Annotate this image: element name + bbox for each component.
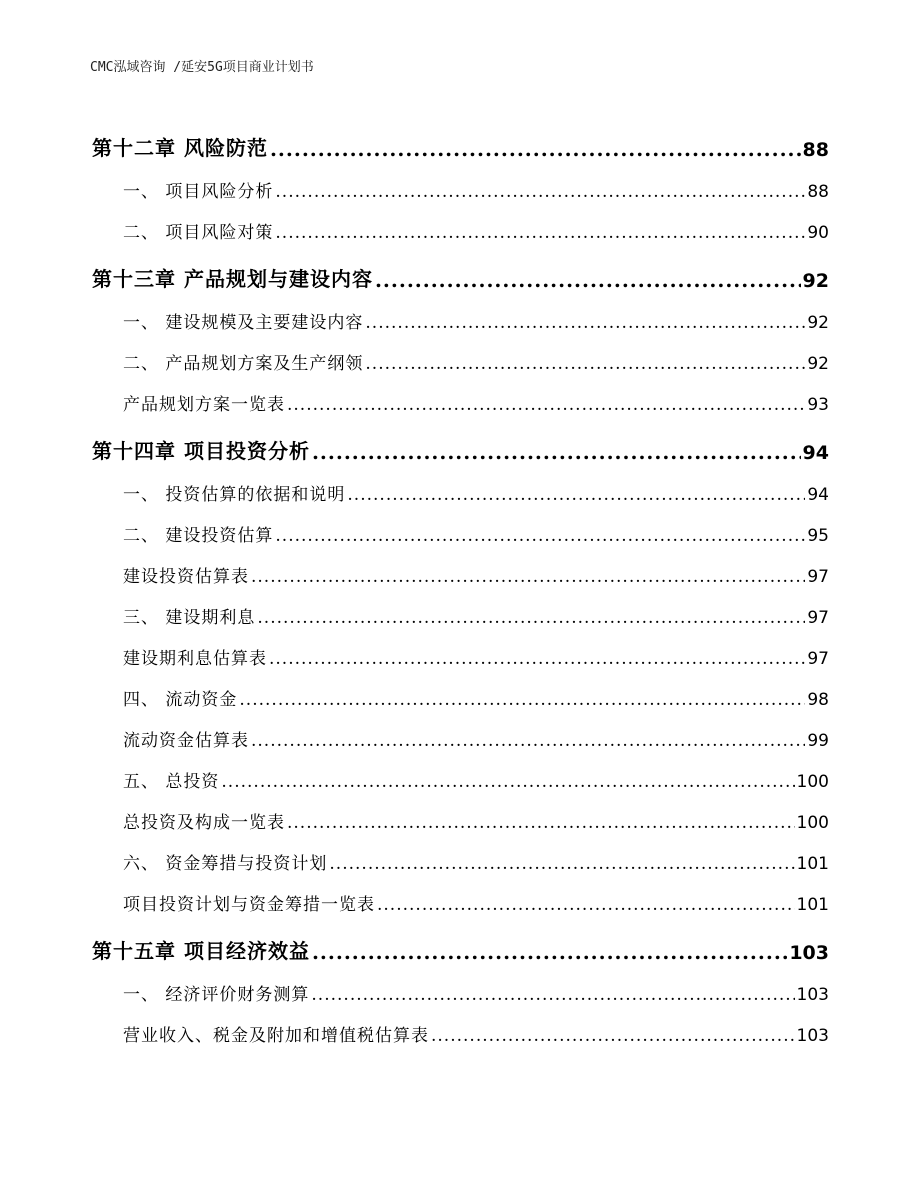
toc-entry-title: 二、 项目风险对策 <box>123 223 274 243</box>
toc-dot-leader <box>377 895 795 915</box>
toc-page-number: 88 <box>802 139 829 161</box>
toc-dot-leader <box>329 854 794 874</box>
toc-entry-title: 五、 总投资 <box>123 772 220 792</box>
toc-section-entry[interactable] <box>92 593 829 634</box>
toc-page-number: 103 <box>789 942 829 964</box>
toc-section-entry[interactable] <box>92 339 829 380</box>
toc-section-entry[interactable] <box>92 470 829 511</box>
toc-dot-leader <box>311 985 794 1005</box>
toc-page-number: 90 <box>807 223 829 243</box>
toc-dot-leader <box>375 268 801 292</box>
toc-dot-leader <box>312 940 787 964</box>
toc-entry-title: 一、 建设规模及主要建设内容 <box>123 313 364 333</box>
toc-entry-title: 建设期利息估算表 <box>123 649 267 669</box>
toc-dot-leader <box>269 649 805 669</box>
toc-dot-leader <box>287 395 805 415</box>
toc-section-entry[interactable] <box>92 511 829 552</box>
toc-entry-title: 总投资及构成一览表 <box>123 813 285 833</box>
toc-page-number: 100 <box>796 772 829 792</box>
page-header: CMC泓域咨询 /延安5G项目商业计划书 <box>90 60 314 75</box>
toc-dot-leader <box>239 690 805 710</box>
toc-dot-leader <box>257 608 805 628</box>
toc-dot-leader <box>287 813 795 833</box>
toc-entry-title: 第十五章 项目经济效益 <box>92 939 310 963</box>
toc-dot-leader <box>251 731 805 751</box>
toc-entry-title: 第十三章 产品规划与建设内容 <box>92 267 373 291</box>
toc-chapter-entry[interactable] <box>92 421 829 470</box>
toc-section-entry[interactable] <box>92 675 829 716</box>
toc-page-number: 92 <box>802 270 829 292</box>
toc-section-entry[interactable] <box>92 208 829 249</box>
toc-dot-leader <box>270 137 801 161</box>
toc-entry-title: 二、 建设投资估算 <box>123 526 274 546</box>
toc-entry-title: 流动资金估算表 <box>123 731 249 751</box>
toc-page-number: 103 <box>796 1026 829 1046</box>
toc-chapter-entry[interactable] <box>92 921 829 970</box>
toc-entry-title: 二、 产品规划方案及生产纲领 <box>123 354 364 374</box>
toc-page-number: 92 <box>807 313 829 333</box>
toc-section-entry[interactable] <box>92 880 829 921</box>
toc-page-number: 98 <box>807 690 829 710</box>
toc-dot-leader <box>365 354 805 374</box>
toc-section-entry[interactable] <box>92 757 829 798</box>
toc-page-number: 94 <box>802 442 829 464</box>
toc-entry-title: 三、 建设期利息 <box>123 608 256 628</box>
toc-page-number: 95 <box>807 526 829 546</box>
toc-page-number: 97 <box>807 649 829 669</box>
toc-dot-leader <box>365 313 805 333</box>
toc-entry-title: 一、 经济评价财务测算 <box>123 985 310 1005</box>
toc-dot-leader <box>275 223 805 243</box>
toc-page-number: 88 <box>807 182 829 202</box>
toc-page-number: 101 <box>796 854 829 874</box>
toc-dot-leader <box>251 567 805 587</box>
toc-dot-leader <box>275 526 805 546</box>
toc-entry-title: 项目投资计划与资金筹措一览表 <box>123 895 375 915</box>
toc-page-number: 92 <box>807 354 829 374</box>
toc-dot-leader <box>312 440 801 464</box>
toc-section-entry[interactable] <box>92 298 829 339</box>
toc-entry-title: 六、 资金筹措与投资计划 <box>123 854 328 874</box>
toc-section-entry[interactable] <box>92 716 829 757</box>
toc-entry-title: 一、 项目风险分析 <box>123 182 274 202</box>
toc-section-entry[interactable] <box>92 970 829 1011</box>
toc-section-entry[interactable] <box>92 167 829 208</box>
toc-section-entry[interactable] <box>92 634 829 675</box>
toc-dot-leader <box>275 182 805 202</box>
toc-page-number: 97 <box>807 608 829 628</box>
toc-page-number: 99 <box>807 731 829 751</box>
toc-entry-title: 营业收入、税金及附加和增值税估算表 <box>123 1026 429 1046</box>
toc-chapter-entry[interactable] <box>92 249 829 298</box>
toc-section-entry[interactable] <box>92 1011 829 1052</box>
toc-section-entry[interactable] <box>92 552 829 593</box>
toc-page-number: 103 <box>796 985 829 1005</box>
toc-page-number: 93 <box>807 395 829 415</box>
toc-entry-title: 四、 流动资金 <box>123 690 238 710</box>
toc-entry-title: 建设投资估算表 <box>123 567 249 587</box>
toc-section-entry[interactable] <box>92 798 829 839</box>
table-of-contents <box>92 118 829 1052</box>
toc-section-entry[interactable] <box>92 839 829 880</box>
toc-page-number: 97 <box>807 567 829 587</box>
toc-entry-title: 一、 投资估算的依据和说明 <box>123 485 346 505</box>
toc-section-entry[interactable] <box>92 380 829 421</box>
toc-entry-title: 产品规划方案一览表 <box>123 395 285 415</box>
toc-dot-leader <box>347 485 805 505</box>
toc-page-number: 101 <box>796 895 829 915</box>
toc-chapter-entry[interactable] <box>92 118 829 167</box>
toc-page-number: 94 <box>807 485 829 505</box>
toc-dot-leader <box>221 772 794 792</box>
toc-dot-leader <box>431 1026 795 1046</box>
toc-entry-title: 第十四章 项目投资分析 <box>92 439 310 463</box>
toc-page-number: 100 <box>796 813 829 833</box>
toc-entry-title: 第十二章 风险防范 <box>92 136 268 160</box>
